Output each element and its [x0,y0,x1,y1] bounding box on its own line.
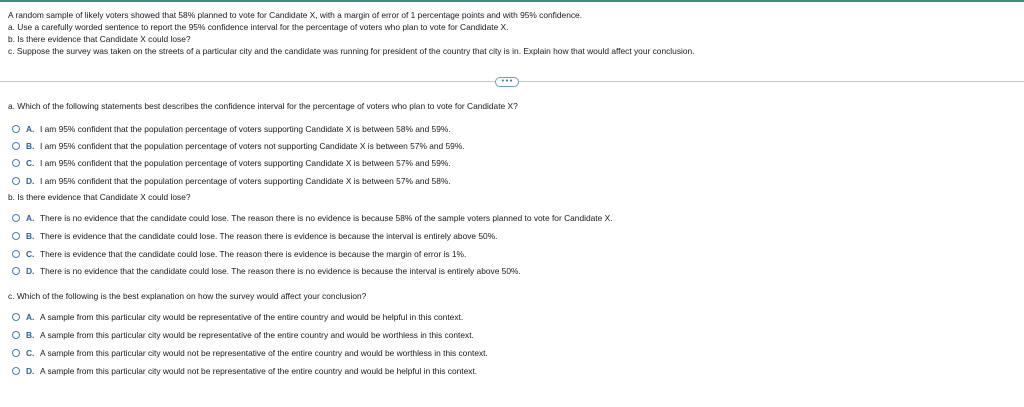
option-letter: C. [26,348,35,358]
radio-button[interactable] [12,331,20,339]
option-c-A[interactable] [12,311,463,323]
radio-button[interactable] [12,142,20,150]
radio-button[interactable] [12,177,20,185]
option-text: I am 95% confident that the population percentage of voters supporting Candidate X is between 57% and 58%. [40,176,451,186]
option-text: A sample from this particular city would not be representative of the entire country and would be worthless in this context. [40,348,488,358]
option-letter: D. [26,176,35,186]
option-b-A[interactable] [12,212,613,224]
problem-line-3: b. Is there evidence that Candidate X could lose? [8,34,191,44]
radio-button[interactable] [12,367,20,375]
question-b: b. Is there evidence that Candidate X could lose? [8,192,191,202]
problem-line-1: A random sample of likely voters showed that 58% planned to vote for Candidate X, with a margin of error of 1 percentage points and with 95% confidence. [8,10,583,20]
problem-line-4: c. Suppose the survey was taken on the streets of a particular city and the candidate was running for president of the country that city is in. Explain how that would affect your conclusion. [8,46,695,56]
radio-button[interactable] [12,349,20,357]
option-b-D[interactable] [12,265,521,277]
option-text: There is evidence that the candidate could lose. The reason there is evidence is because the margin of error is 1%. [40,249,467,259]
option-letter: D. [26,266,35,276]
option-a-A[interactable] [12,123,451,135]
option-letter: D. [26,366,35,376]
option-text: There is evidence that the candidate could lose. The reason there is evidence is because the interval is entirely above 50%. [40,231,498,241]
option-text: There is no evidence that the candidate could lose. The reason there is no evidence is because 58% of the sample voters planned to vote for Candidate X. [40,213,613,223]
option-c-D[interactable] [12,365,477,377]
option-a-B[interactable] [12,140,465,152]
radio-button[interactable] [12,159,20,167]
option-letter: A. [26,124,35,134]
option-letter: A. [26,312,35,322]
question-c: c. Which of the following is the best explanation on how the survey would affect your conclusion? [8,291,367,301]
option-b-C[interactable] [12,248,466,260]
option-letter: A. [26,213,35,223]
option-b-B[interactable] [12,230,498,242]
expand-more-button[interactable]: ••• [495,77,519,87]
radio-button[interactable] [12,250,20,258]
option-c-B[interactable] [12,329,474,341]
radio-button[interactable] [12,125,20,133]
problem-statement [8,9,695,57]
option-text: A sample from this particular city would be representative of the entire country and would be worthless in this context. [40,330,474,340]
radio-button[interactable] [12,214,20,222]
option-letter: C. [26,249,35,259]
top-accent-bar [0,0,1024,2]
option-letter: B. [26,330,35,340]
question-a: a. Which of the following statements best describes the confidence interval for the percentage of voters who plan to vote for Candidate X? [8,101,518,111]
option-text: I am 95% confident that the population percentage of voters not supporting Candidate X is between 57% and 59%. [40,141,465,151]
option-c-C[interactable] [12,347,488,359]
option-text: A sample from this particular city would not be representative of the entire country and would be helpful in this context. [40,366,478,376]
option-text: I am 95% confident that the population percentage of voters supporting Candidate X is between 57% and 59%. [40,158,451,168]
option-letter: C. [26,158,35,168]
option-a-D[interactable] [12,175,451,187]
option-letter: B. [26,231,35,241]
option-letter: B. [26,141,35,151]
radio-button[interactable] [12,232,20,240]
option-text: There is no evidence that the candidate could lose. The reason there is no evidence is because the interval is entirely above 50%. [40,266,521,276]
radio-button[interactable] [12,267,20,275]
option-text: I am 95% confident that the population percentage of voters supporting Candidate X is between 58% and 59%. [40,124,451,134]
option-text: A sample from this particular city would be representative of the entire country and would be helpful in this context. [40,312,464,322]
option-a-C[interactable] [12,157,451,169]
radio-button[interactable] [12,313,20,321]
problem-line-2: a. Use a carefully worded sentence to report the 95% confidence interval for the percentage of voters who plan to vote for Candidate X. [8,22,509,32]
